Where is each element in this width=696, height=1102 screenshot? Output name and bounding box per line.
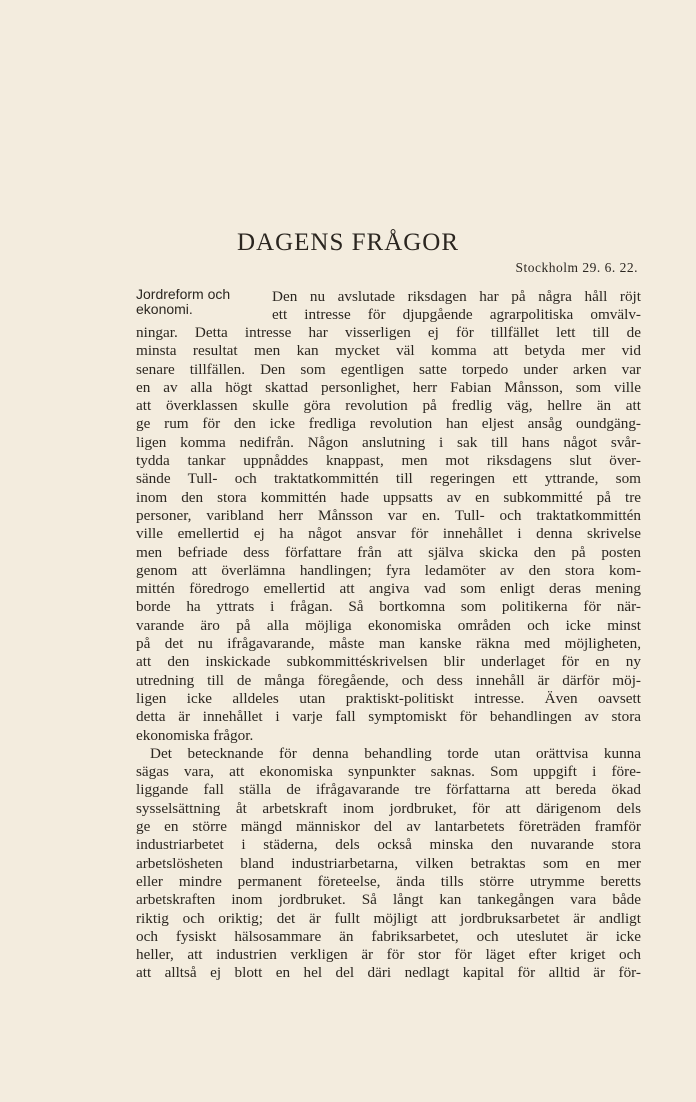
text-line: detta är innehållet i varje fall symptomiskt för behandlingen av stora bbox=[136, 708, 641, 726]
text-line: att den inskickade subkommittéskrivelsen blir underlaget för en ny bbox=[136, 653, 641, 671]
side-heading-line: Jordreform och bbox=[136, 286, 231, 302]
text-line: en av alla högt skattad personlighet, herr Fabian Månsson, som ville bbox=[136, 378, 641, 396]
text-line: att alltså ej blott en hel del däri nedlagt kapital för alltid är för- bbox=[136, 964, 641, 982]
side-heading bbox=[136, 287, 266, 317]
text-line: minsta resultat men kan mycket väl komma att betyda mer vid bbox=[136, 342, 641, 360]
text-line: genom att överlämna handlingen; fyra ledamöter av den stora kom- bbox=[136, 561, 641, 579]
text-line: ekonomiska frågor. bbox=[136, 726, 254, 744]
text-line: sysselsättning åt arbetskraft inom jordbruket, för att därigenom dels bbox=[136, 799, 641, 817]
text-line: på det nu ifrågavarande, måste man kanske räkna med möjligheten, bbox=[136, 635, 641, 653]
text-line: eller mindre permanent företeelse, ända tills större utrymme beretts bbox=[136, 872, 641, 890]
text-line: sägas vara, att ekonomiska synpunkter saknas. Som uppgift i före- bbox=[136, 763, 641, 781]
text-line: Den nu avslutade riksdagen har på några håll röjt bbox=[272, 288, 641, 305]
side-heading-line: ekonomi. bbox=[136, 301, 193, 317]
text-line: personer, varibland herr Månsson var en. Tull- och traktatkommittén bbox=[136, 506, 641, 524]
text-line: att överklassen skulle göra revolution på fredlig väg, hellre än att bbox=[136, 397, 641, 415]
text-line: ge rum för den icke fredliga revolution han eljest ansåg oundgäng- bbox=[136, 415, 641, 433]
text-line: varande äro på alla möjliga ekonomiska områden och icke minst bbox=[136, 616, 641, 634]
body-text bbox=[136, 324, 641, 983]
text-line: arbetskraften inom jordbruket. Så långt kan tankegången vara både bbox=[136, 891, 641, 909]
text-line: inom den stora kommittén hade uppsatts av en subkommitté på tre bbox=[136, 488, 641, 506]
text-line: liggande fall ställa de ifrågavarande tre författarna att bereda ökad bbox=[136, 781, 641, 799]
text-line: men befriade dess författare från att själva skicka den på posten bbox=[136, 543, 641, 561]
text-line: ligen komma nedifrån. Någon anslutning i sak till hans något svår- bbox=[136, 433, 641, 451]
text-line: utredning till de många föregående, och dess innehåll är därför möj- bbox=[136, 671, 641, 689]
text-line: och fysiskt hälsosammare än fabriksarbetet, och uteslutet är icke bbox=[136, 927, 641, 945]
text-line: senare tillfällen. Den som egentligen satte torpedo under arken var bbox=[136, 360, 641, 378]
text-line: riktig och oriktig; det är fullt möjligt att jordbruksarbetet är andligt bbox=[136, 909, 641, 927]
text-line: mittén föredrogo emellertid att angiva vad som enligt deras mening bbox=[136, 580, 641, 598]
text-line: heller, att industrien verkligen är för stor för läget efter kriget och bbox=[136, 946, 641, 964]
text-line: ge en större mängd människor del av lantarbetets företräden framför bbox=[136, 818, 641, 836]
text-line: Det betecknande för denna behandling torde utan orättvisa kunna bbox=[150, 744, 641, 762]
text-line: tydda tankar uppnåddes knappast, men mot riksdagens slut över- bbox=[136, 452, 641, 470]
text-line: borde ha yttrats i frågan. Så bortkomna som politikerna för när- bbox=[136, 598, 641, 616]
text-line: sände Tull- och traktatkommittén till regeringen ett yttrande, som bbox=[136, 470, 641, 488]
text-line: industriarbetet i städerna, dels också minska den nuvarande stora bbox=[136, 836, 641, 854]
text-line: arbetslösheten bland industriarbetarna, vilken betraktas som en mer bbox=[136, 854, 641, 872]
dateline: Stockholm 29. 6. 22. bbox=[515, 260, 638, 275]
text-line: ligen icke alldeles utan praktiskt-politiskt intresse. Även oavsett bbox=[136, 689, 641, 707]
text-line: ville emellertid ej ha något ansvar för innehållet i denna skrivelse bbox=[136, 525, 641, 543]
page-title: DAGENS FRÅGOR bbox=[236, 228, 460, 256]
first-lines bbox=[272, 288, 641, 325]
text-line: ett intresse för djupgående agrarpolitiska omvälv- bbox=[272, 306, 641, 324]
text-line: ningar. Detta intresse har visserligen ej för tillfället lett till de bbox=[136, 324, 641, 341]
